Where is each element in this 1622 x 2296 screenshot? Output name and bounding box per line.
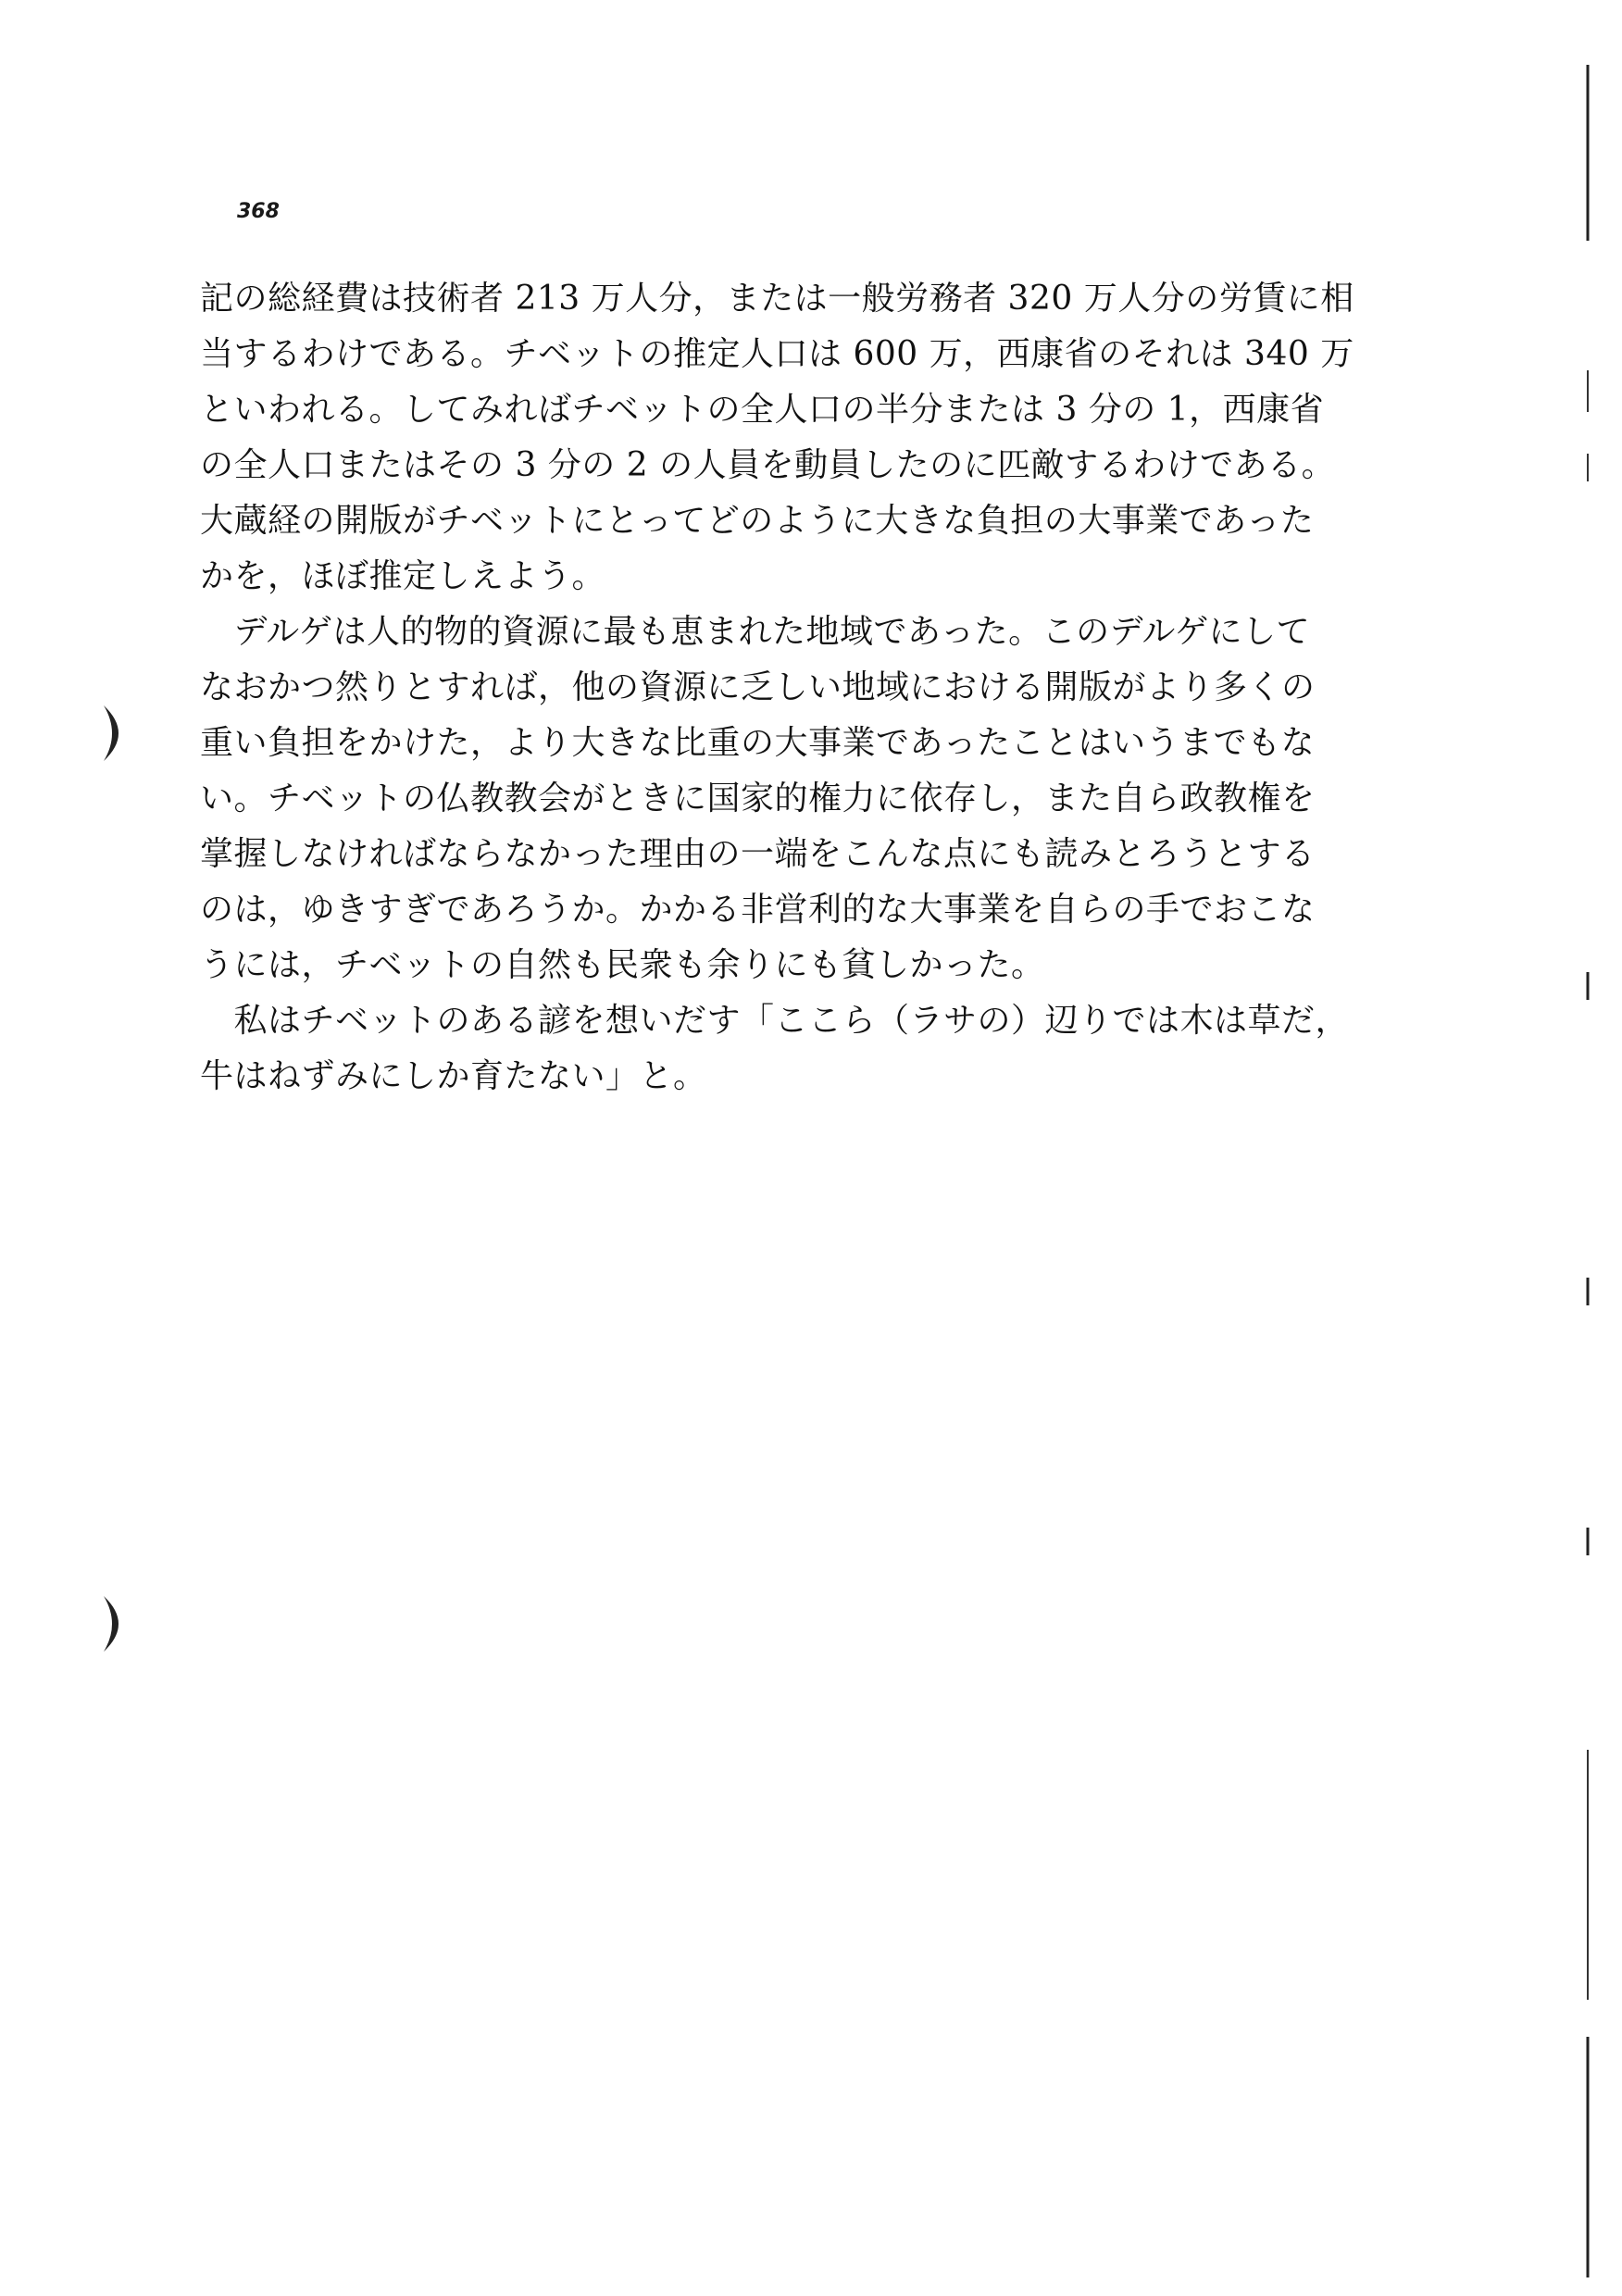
text-line: 当するわけである。チベットの推定人口は 600 万，西康省のそれは 340 万 — [200, 335, 1354, 373]
text-line: 掌握しなければならなかった理由の一端をこんな点にも読みとろうとする — [200, 835, 1316, 873]
text-line: 大蔵経の開版がチベットにとってどのように大きな負担の大事業であった — [200, 502, 1315, 540]
text-line: のは，ゆきすぎであろうか。かかる非営利的な大事業を自らの手でおこな — [200, 891, 1316, 929]
text-line: 重い負担をかけた，より大きな比重の大事業であったことはいうまでもな — [200, 724, 1316, 762]
text-line: の全人口またはその 3 分の 2 の人員を動員したのに匹敵するわけである。 — [200, 446, 1336, 484]
text-line: なおかつ然りとすれば，他の資源に乏しい地域における開版がより多くの — [200, 668, 1316, 706]
scan-edge-marks — [1578, 0, 1597, 2296]
page-number: 368 — [237, 200, 280, 223]
text-line: デルゲは人的物的資源に最も恵まれた地域であった。このデルゲにして — [200, 613, 1311, 651]
body-text — [200, 271, 1354, 1104]
text-line: 牛はねずみにしか育たない」と。 — [200, 1057, 707, 1095]
text-line: といわれる。してみればチベットの全人口の半分または 3 分の 1，西康省 — [200, 391, 1325, 429]
text-line: 私はチベットのある諺を想いだす「ここら（ラサの）辺りでは木は草だ， — [200, 1002, 1350, 1040]
binding-hole-shadow — [96, 1594, 137, 1653]
text-line: うには，チベットの自然も民衆も余りにも貧しかった。 — [200, 946, 1045, 984]
text-line: かを，ほぼ推定しえよう。 — [200, 557, 606, 595]
binding-hole-shadow — [96, 704, 137, 763]
text-line: 記の総経費は技術者 213 万人分，または一般労務者 320 万人分の労賃に相 — [200, 280, 1354, 318]
text-line: い。チベットの仏教教会がときに国家的権力に依存し，また自ら政教権を — [200, 780, 1316, 817]
